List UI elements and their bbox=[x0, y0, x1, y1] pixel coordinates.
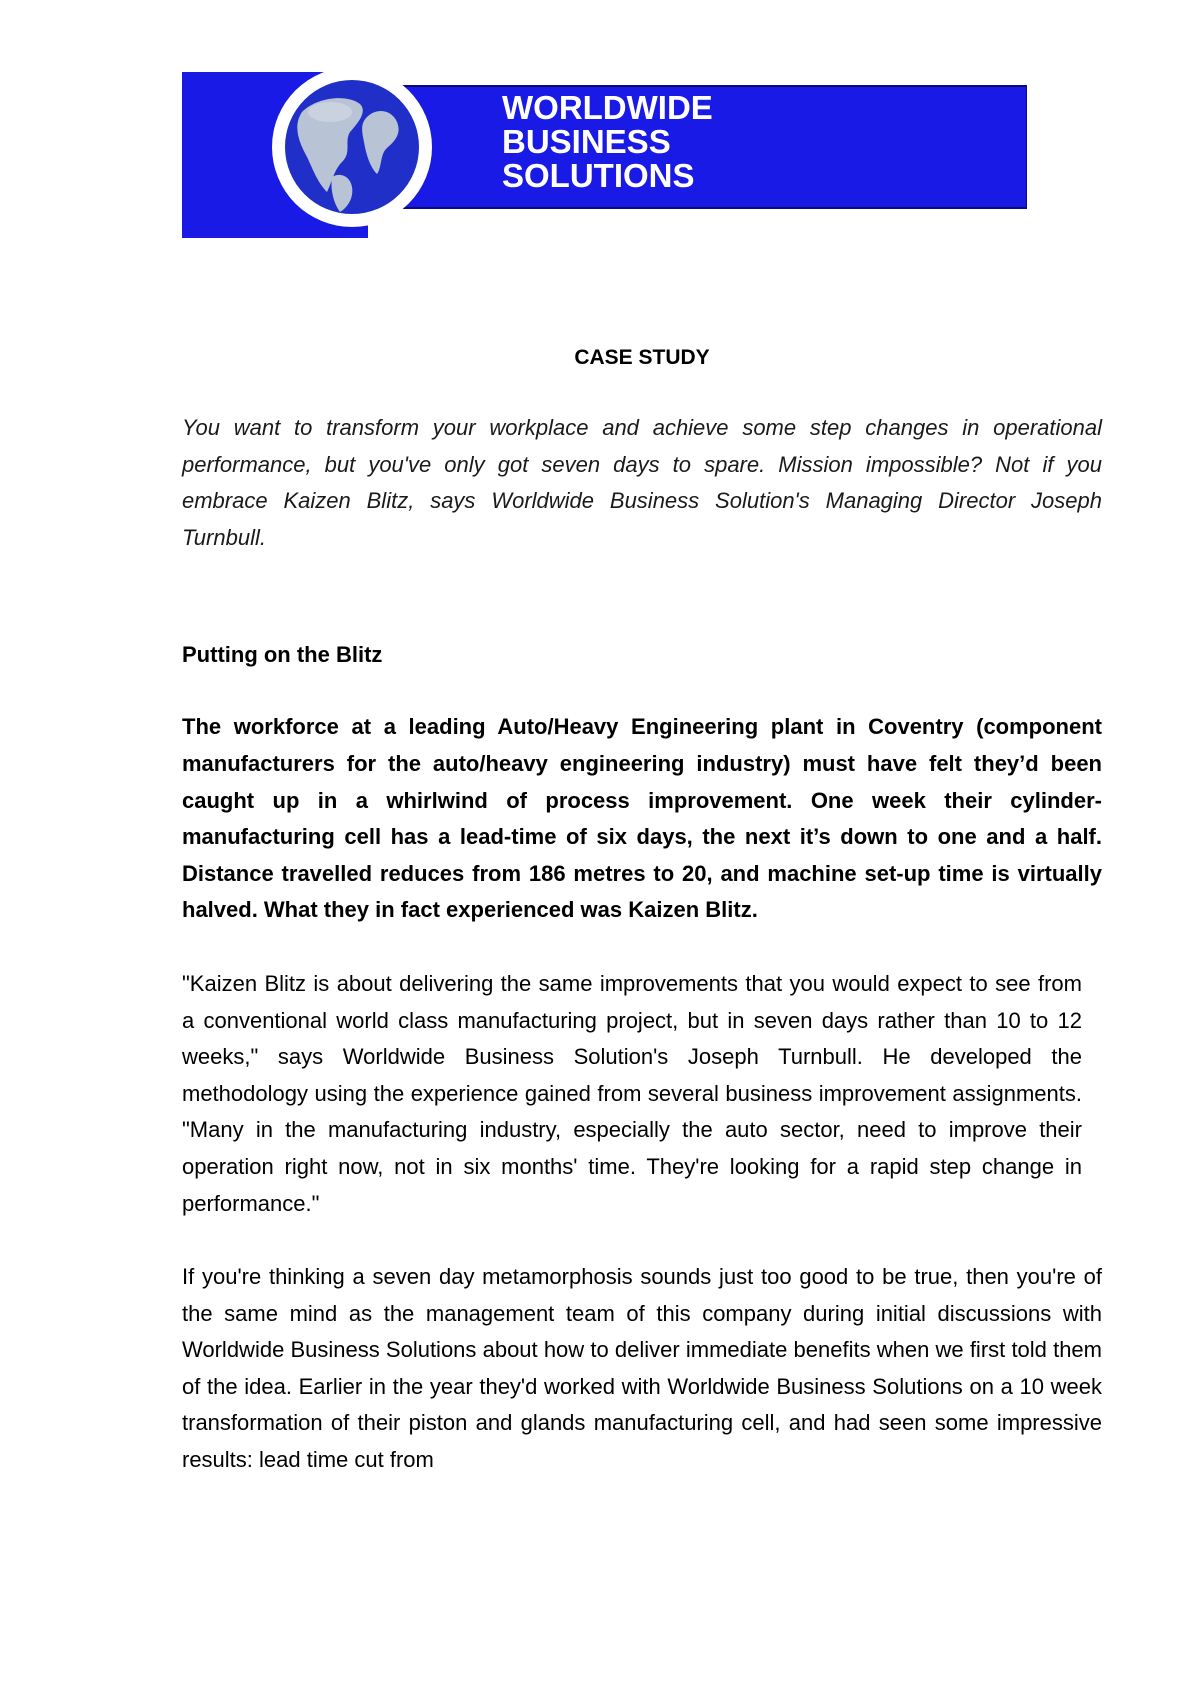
logo-line-2: BUSINESS bbox=[502, 123, 671, 160]
body-paragraph-2: "Kaizen Blitz is about delivering the same improvements that you would expect to see from a conventional world class manufacturing project, but in seven days rather than 10 to 12 weeks," says Worldwide Business Solution's Joseph Turnbull. He developed the methodology using the experience gained from several business improvement assignments. "Many in the manufacturing industry, especially the auto sector, need to improve their operation right now, not in six months' time. They're looking for a rapid step change in performance." bbox=[182, 970, 1082, 1216]
body-paragraph-3: If you're thinking a seven day metamorphosis sounds just too good to be true, then you're of the same mind as the management team of this company during initial discussions with Worldwide Business Solutions about how to deliver immediate benefits when we first told them of the idea. Earlier in the year they'd worked with Worldwide Business Solutions on a 10 week transformation of their piston and glands manufacturing cell, and had seen some impressive results: lead time cut from bbox=[182, 1264, 1102, 1473]
logo-line-1: WORLDWIDE bbox=[502, 89, 713, 126]
section-heading: Putting on the Blitz bbox=[182, 642, 383, 668]
logo-line-3: SOLUTIONS bbox=[502, 157, 695, 194]
document-body bbox=[182, 340, 1102, 1516]
intro-paragraph: You want to transform your workplace and achieve some step changes in operational performance, but you've only got seven days to spare. Mission impossible? Not if you embrace Kaizen Blitz, says Worldwide Business Solution's Managing Director Joseph Turnbull. bbox=[182, 415, 1102, 550]
page-title: CASE STUDY bbox=[574, 346, 710, 369]
lead-paragraph: The workforce at a leading Auto/Heavy Engineering plant in Coventry (component manufacturers for the auto/heavy engineering industry) must have felt they’d been caught up in a whirlwind of process improvement. One week their cylinder-manufacturing cell has a lead-time of six days, the next it’s down to one and a half. Distance travelled reduces from 186 metres to 20, and machine set-up time is virtually halved. What they in fact experienced was Kaizen Blitz. bbox=[182, 714, 1102, 923]
company-logo bbox=[182, 72, 1027, 238]
